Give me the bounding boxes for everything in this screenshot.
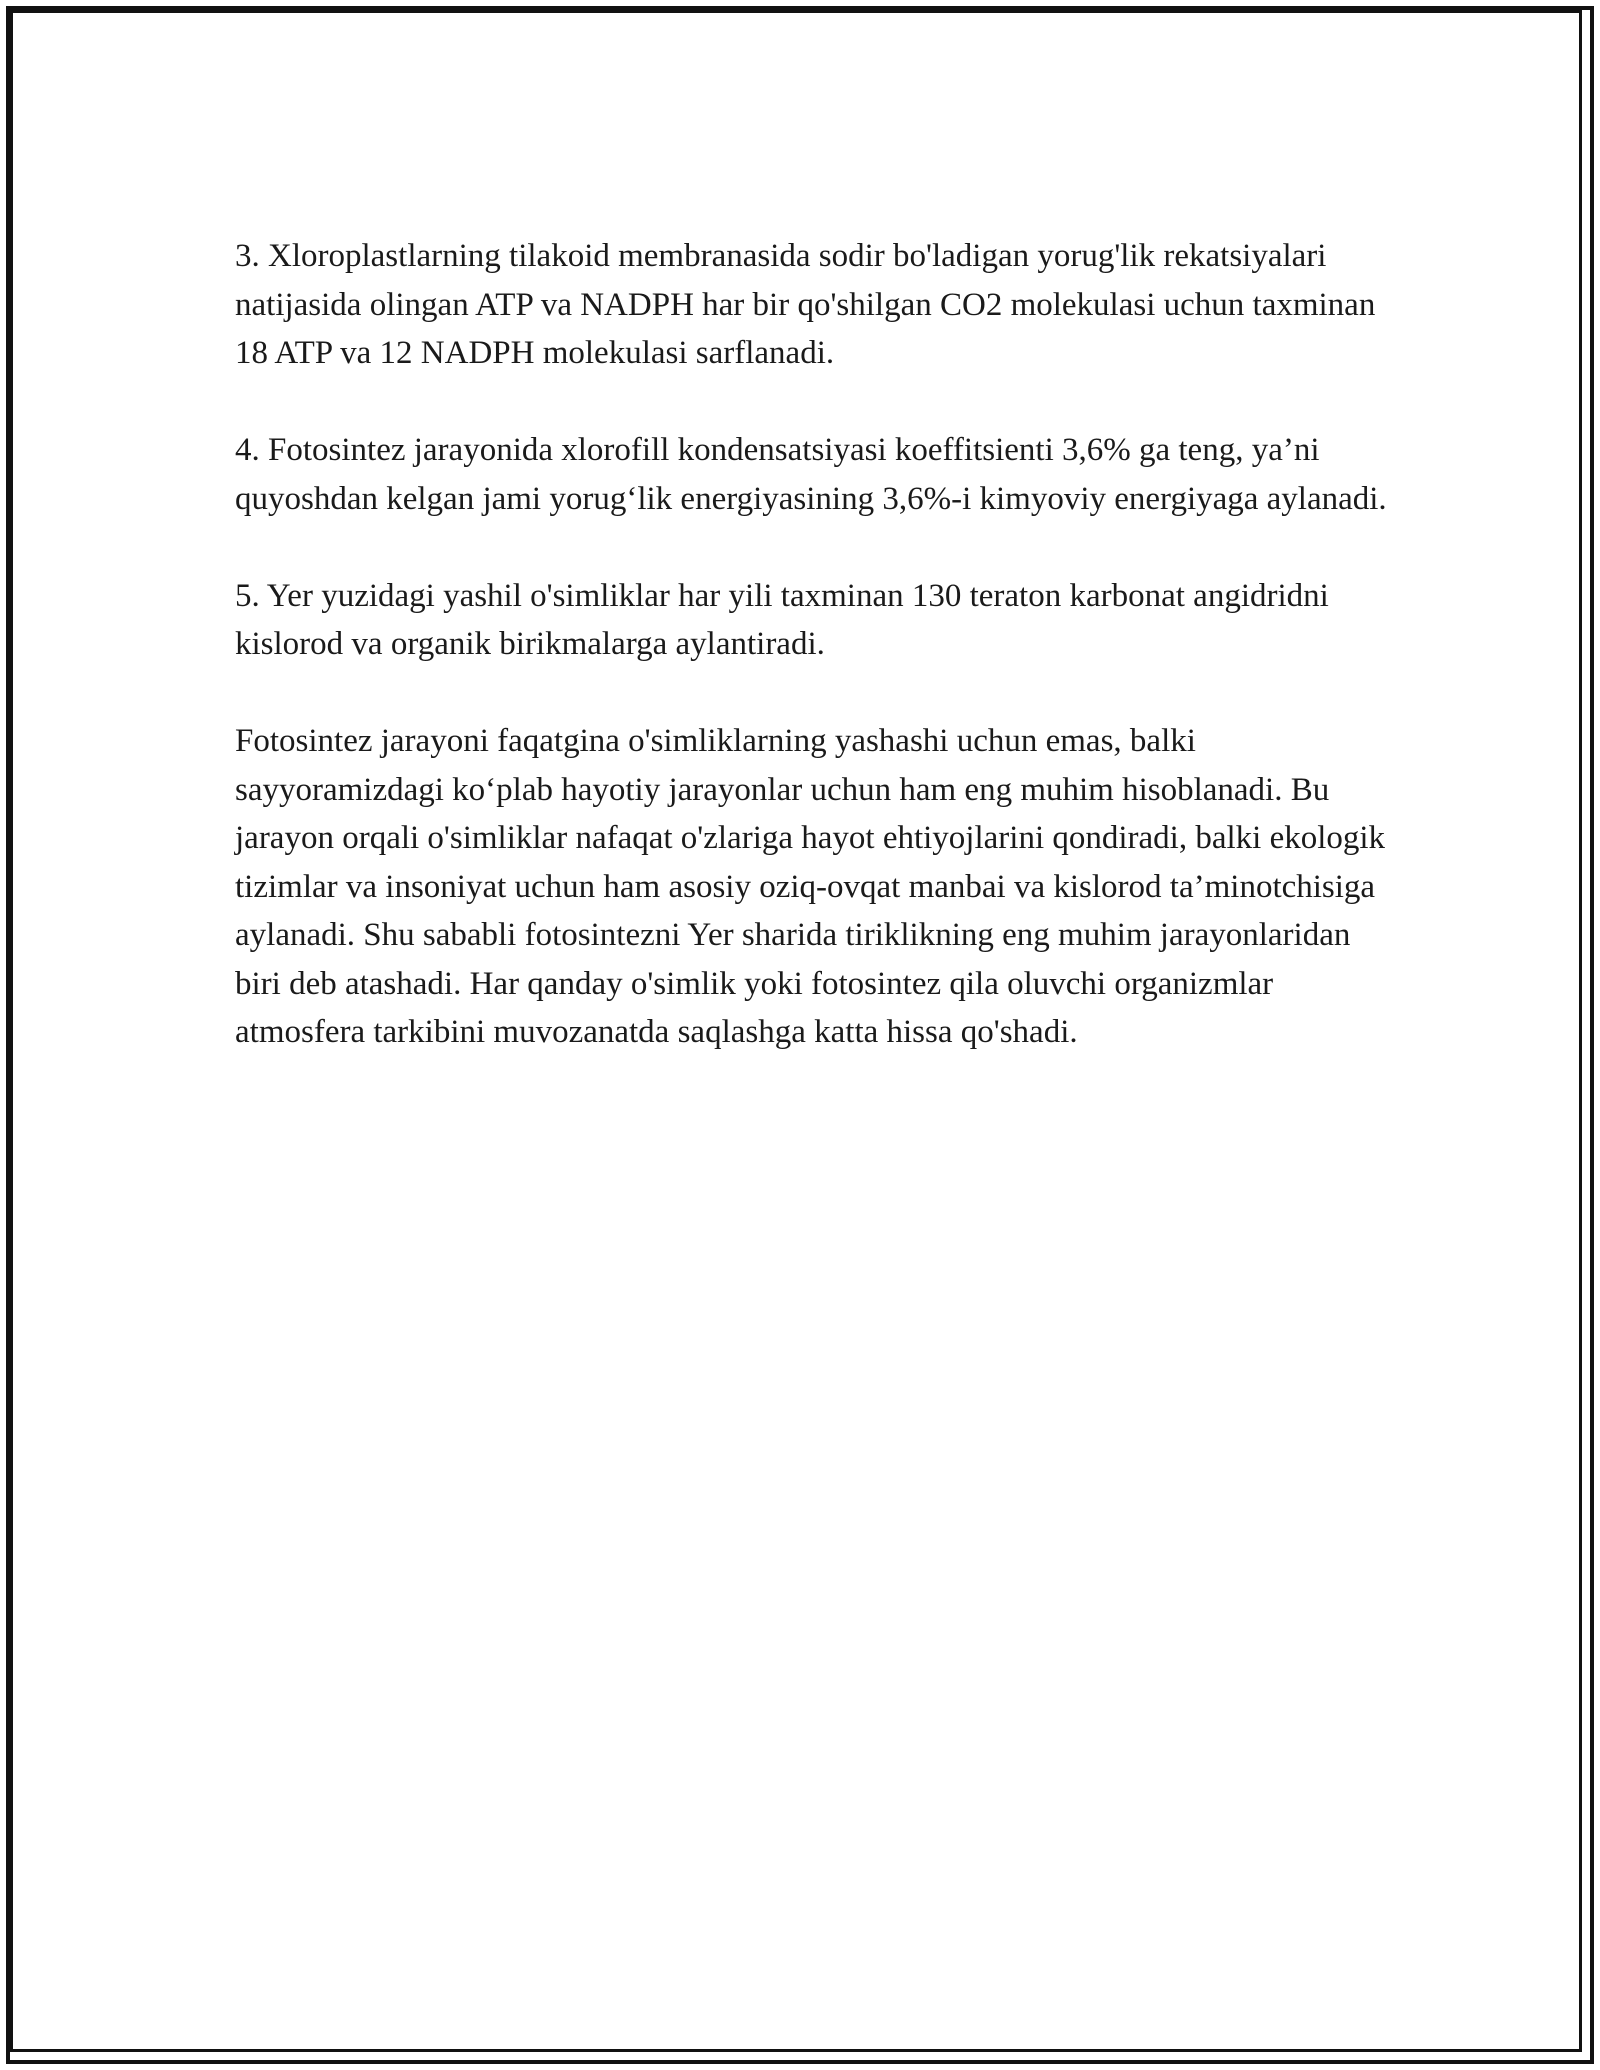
document-body: [235, 232, 1395, 1105]
paragraph-item-5: 5. Yer yuzidagi yashil o'simliklar har yili taxminan 130 teraton karbonat angidridni kislorod va organik birikmalarga aylantiradi.: [235, 577, 1329, 662]
paragraph-item-3: 3. Xloroplastlarning tilakoid membranasida sodir bo'ladigan yorug'lik rekatsiyalari natijasida olingan ATP va NADPH har bir qo'shilgan CO2 molekulasi uchun taxminan 18 ATP va 12 NADPH molekulasi sarflanadi.: [235, 238, 1376, 371]
paragraph-conclusion: Fotosintez jarayoni faqatgina o'simliklarning yashashi uchun emas, balki sayyoramizdagi ko‘plab hayotiy jarayonlar uchun ham eng muhim hisoblanadi. Bu jarayon orqali o'simliklar nafaqat o'zlariga hayot ehtiyojlarini qondiradi, balki ekologik tizimlar va insoniyat uchun ham asosiy oziq-ovqat manbai va kislorod ta’minotchisiga aylanadi. Shu sababli fotosintezni Yer sharida tiriklikning eng muhim jarayonlaridan biri deb atashadi. Har qanday o'simlik yoki fotosintez qila oluvchi organizmlar atmosfera tarkibini muvozanatda saqlashga katta hissa qo'shadi.: [235, 723, 1386, 1050]
paragraph-item-4: 4. Fotosintez jarayonida xlorofill kondensatsiyasi koeffitsienti 3,6% ga teng, ya’ni quyoshdan kelgan jami yorug‘lik energiyasining 3,6%-i kimyoviy energiyaga aylanadi.: [235, 432, 1387, 517]
